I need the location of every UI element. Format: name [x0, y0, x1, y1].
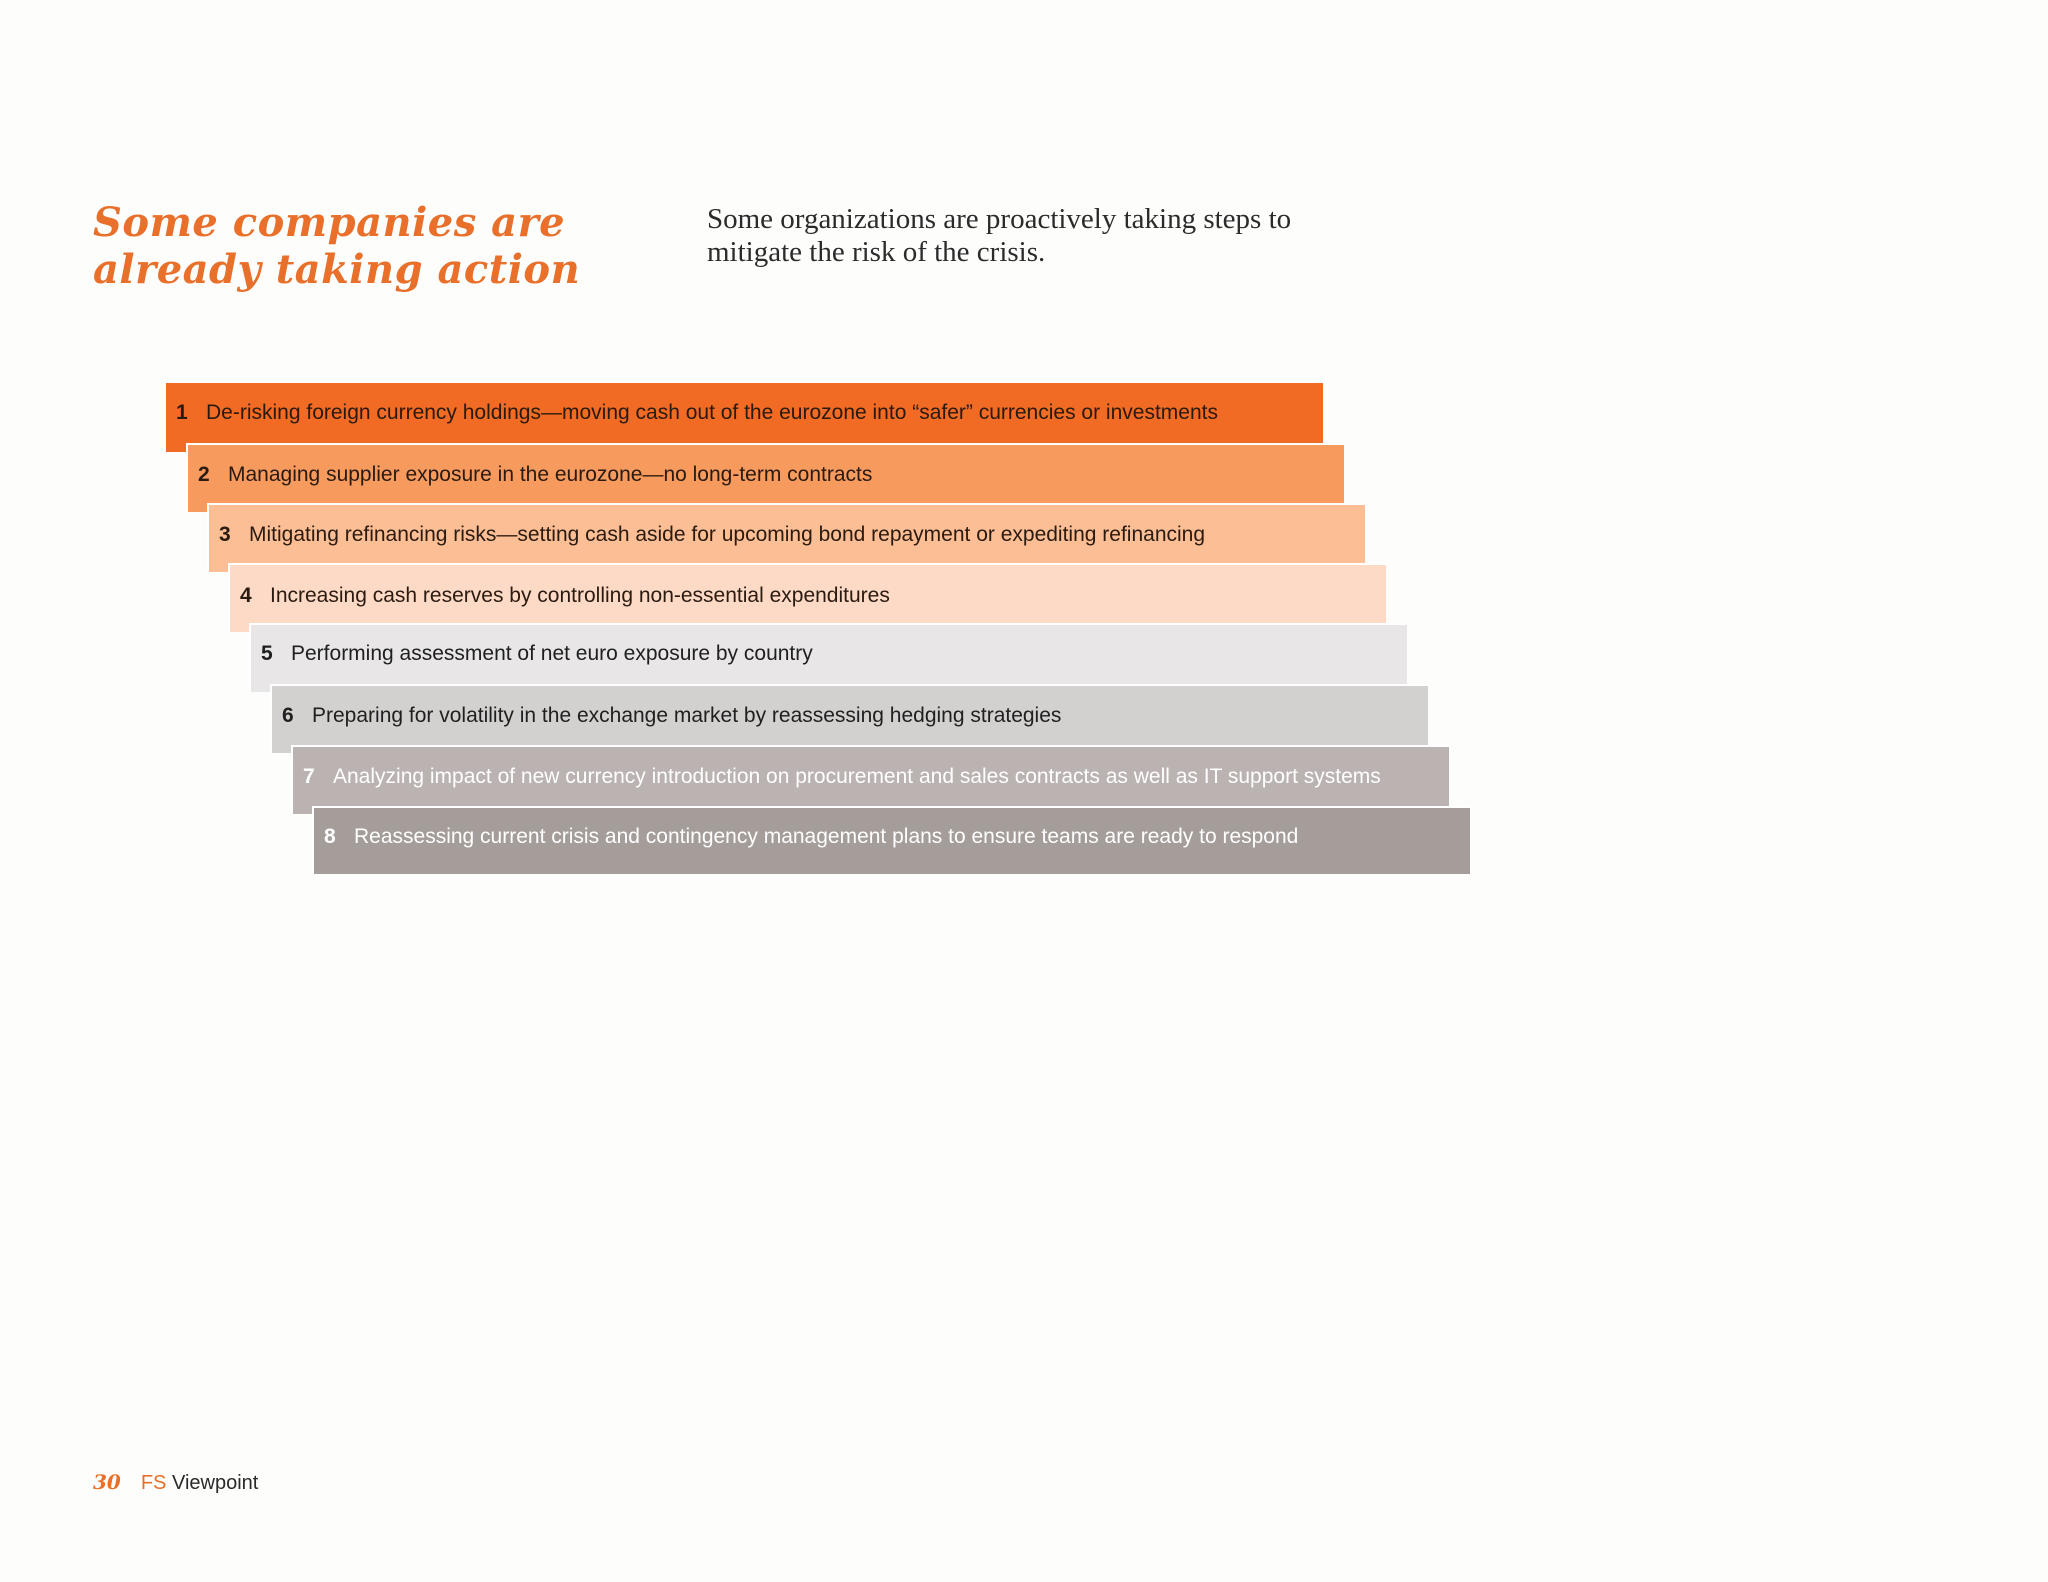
step-text: Performing assessment of net euro exposure by country	[291, 641, 813, 665]
step-text: Preparing for volatility in the exchange market by reassessing hedging strategies	[312, 703, 1062, 727]
action-step	[207, 503, 1365, 572]
action-step	[249, 623, 1407, 692]
step-number: 2	[198, 462, 210, 486]
step-number: 1	[176, 400, 188, 424]
action-step	[166, 383, 1323, 452]
step-text: Increasing cash reserves by controlling non-essential expenditures	[270, 583, 890, 607]
page-footer	[93, 1470, 258, 1495]
page-title: Some companies are already taking action	[93, 199, 581, 293]
intro-paragraph: Some organizations are proactively taking steps to mitigate the risk of the crisis.	[707, 203, 1292, 268]
step-number: 5	[261, 641, 273, 665]
publication-prefix: FS	[140, 1472, 167, 1494]
step-number: 6	[282, 703, 294, 727]
publication-name	[141, 1472, 258, 1495]
action-step	[228, 563, 1386, 632]
step-text: De-risking foreign currency holdings—moving cash out of the eurozone into “safer” currencies or investments	[206, 400, 1218, 424]
step-number: 8	[324, 825, 336, 848]
step-text: Reassessing current crisis and contingency management plans to ensure teams are ready to respond	[354, 825, 1299, 848]
action-step	[312, 806, 1470, 874]
step-text: Managing supplier exposure in the eurozone—no long-term contracts	[228, 462, 873, 486]
step-text: Mitigating refinancing risks—setting cash aside for upcoming bond repayment or expediting refinancing	[249, 522, 1206, 546]
step-number: 4	[240, 583, 252, 607]
action-step	[291, 745, 1449, 814]
action-step	[270, 684, 1428, 753]
action-step	[186, 443, 1344, 512]
publication-suffix: Viewpoint	[171, 1472, 259, 1494]
page-number: 30	[93, 1470, 121, 1494]
step-number: 7	[303, 764, 315, 788]
step-number: 3	[219, 522, 231, 546]
step-text: Analyzing impact of new currency introduction on procurement and sales contracts as well as IT support systems	[333, 764, 1381, 788]
